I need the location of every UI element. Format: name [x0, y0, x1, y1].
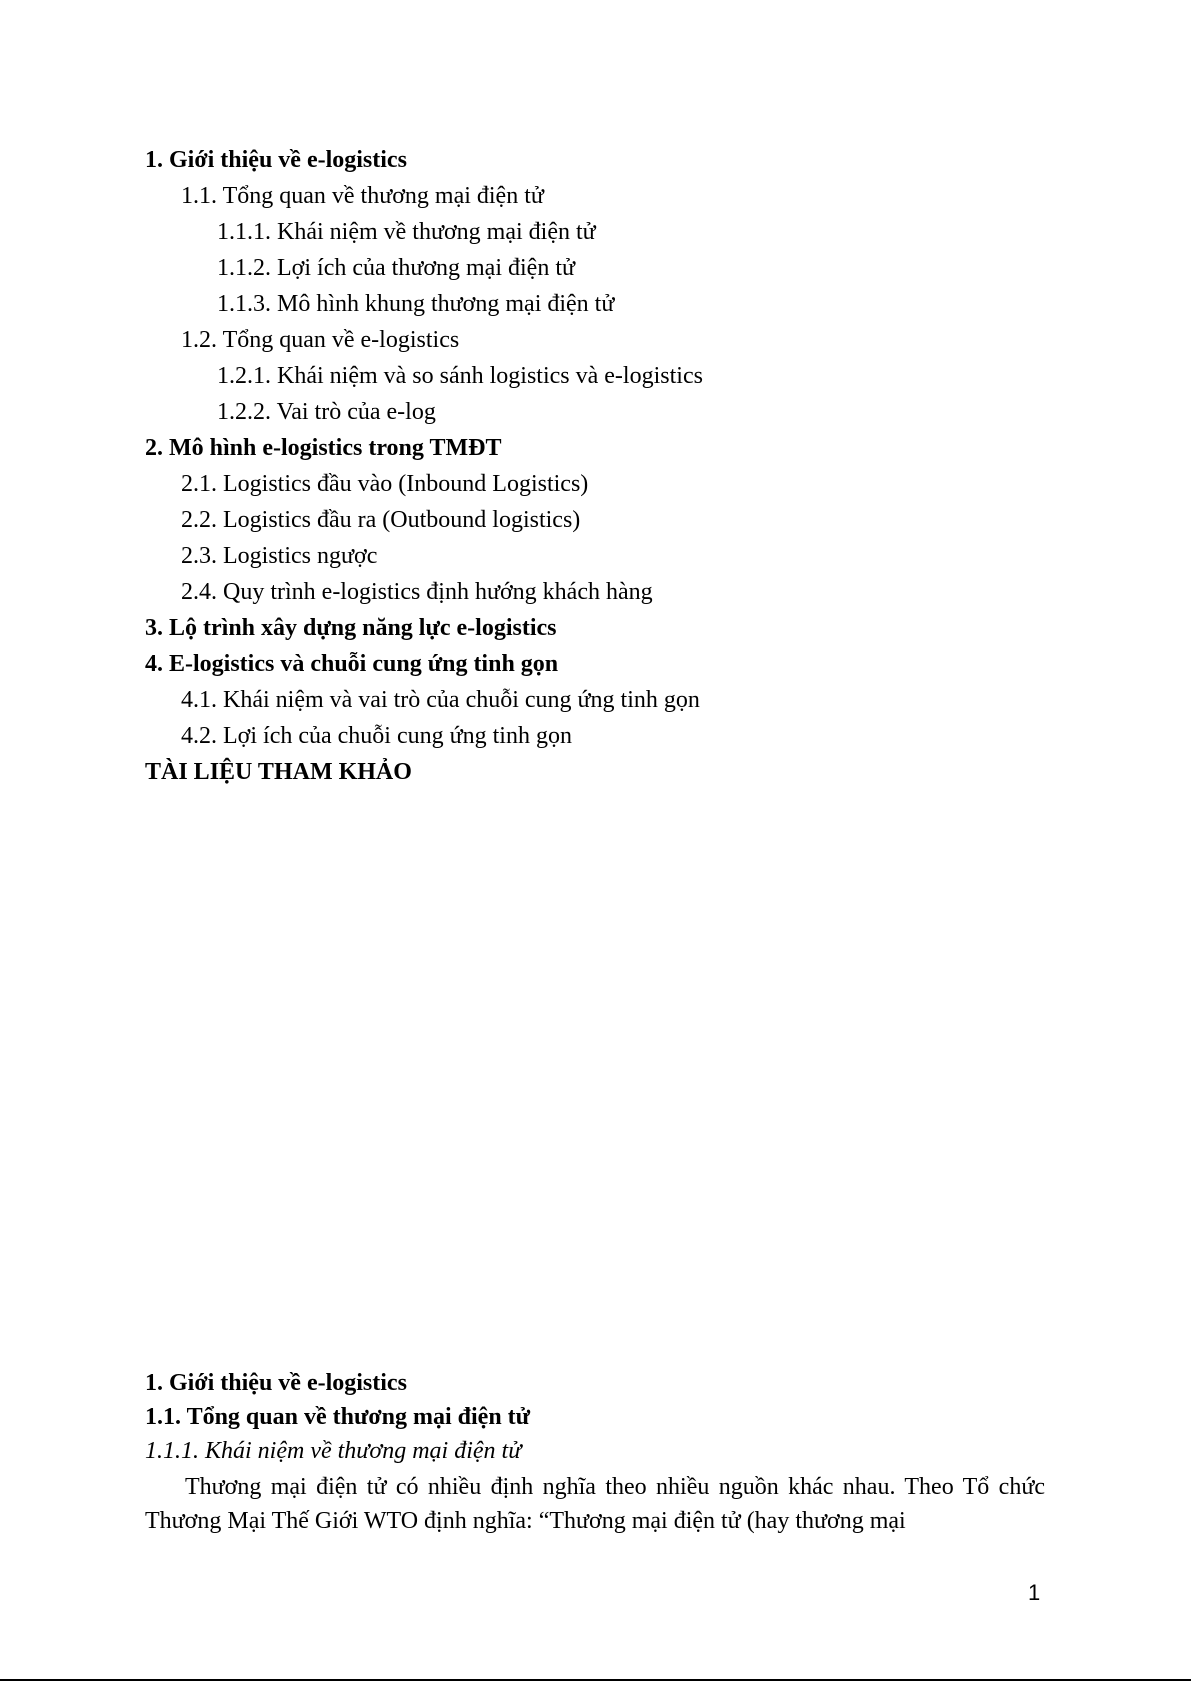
- subsection-heading: 1.1. Tổng quan về thương mại điện tử: [145, 1404, 531, 1430]
- toc-entry: 1.1. Tổng quan về thương mại điện tử: [181, 183, 544, 209]
- toc-entry: 2.1. Logistics đầu vào (Inbound Logistics): [181, 471, 589, 497]
- toc-entry: 1.2.1. Khái niệm và so sánh logistics và e-logistics: [217, 363, 703, 389]
- body-paragraph: Thương mại điện tử có nhiều định nghĩa theo nhiều nguồn khác nhau. Theo Tổ chức Thương Mại Thế Giới WTO định nghĩa: “Thương mại điện tử (hay thương mại: [145, 1474, 1045, 1534]
- toc-entry: 2.3. Logistics ngược: [181, 543, 378, 569]
- toc-entry: 1. Giới thiệu về e-logistics: [145, 147, 407, 173]
- toc-entry: 4.2. Lợi ích của chuỗi cung ứng tinh gọn: [181, 723, 572, 749]
- subsubsection-heading: 1.1.1. Khái niệm về thương mại điện tử: [145, 1438, 522, 1464]
- toc-entry: 2.4. Quy trình e-logistics định hướng khách hàng: [181, 579, 653, 605]
- body-section: [145, 1366, 1045, 1538]
- table-of-contents: [145, 142, 1085, 790]
- toc-entry: 3. Lộ trình xây dựng năng lực e-logistics: [145, 615, 557, 641]
- toc-entry: 4.1. Khái niệm và vai trò của chuỗi cung ứng tinh gọn: [181, 687, 700, 713]
- section-heading: 1. Giới thiệu về e-logistics: [145, 1370, 407, 1396]
- page-bottom-rule: [0, 1679, 1191, 1681]
- toc-entry: TÀI LIỆU THAM KHẢO: [145, 759, 412, 785]
- toc-entry: 2. Mô hình e-logistics trong TMĐT: [145, 435, 502, 461]
- toc-entry: 4. E-logistics và chuỗi cung ứng tinh gọn: [145, 651, 559, 677]
- toc-entry: 2.2. Logistics đầu ra (Outbound logistics): [181, 507, 581, 533]
- toc-entry: 1.2. Tổng quan về e-logistics: [181, 327, 460, 353]
- page-number: 1: [1028, 1580, 1041, 1605]
- toc-entry: 1.1.3. Mô hình khung thương mại điện tử: [217, 291, 615, 317]
- toc-entry: 1.2.2. Vai trò của e-log: [217, 399, 436, 425]
- toc-entry: 1.1.1. Khái niệm về thương mại điện tử: [217, 219, 596, 245]
- toc-entry: 1.1.2. Lợi ích của thương mại điện tử: [217, 255, 575, 281]
